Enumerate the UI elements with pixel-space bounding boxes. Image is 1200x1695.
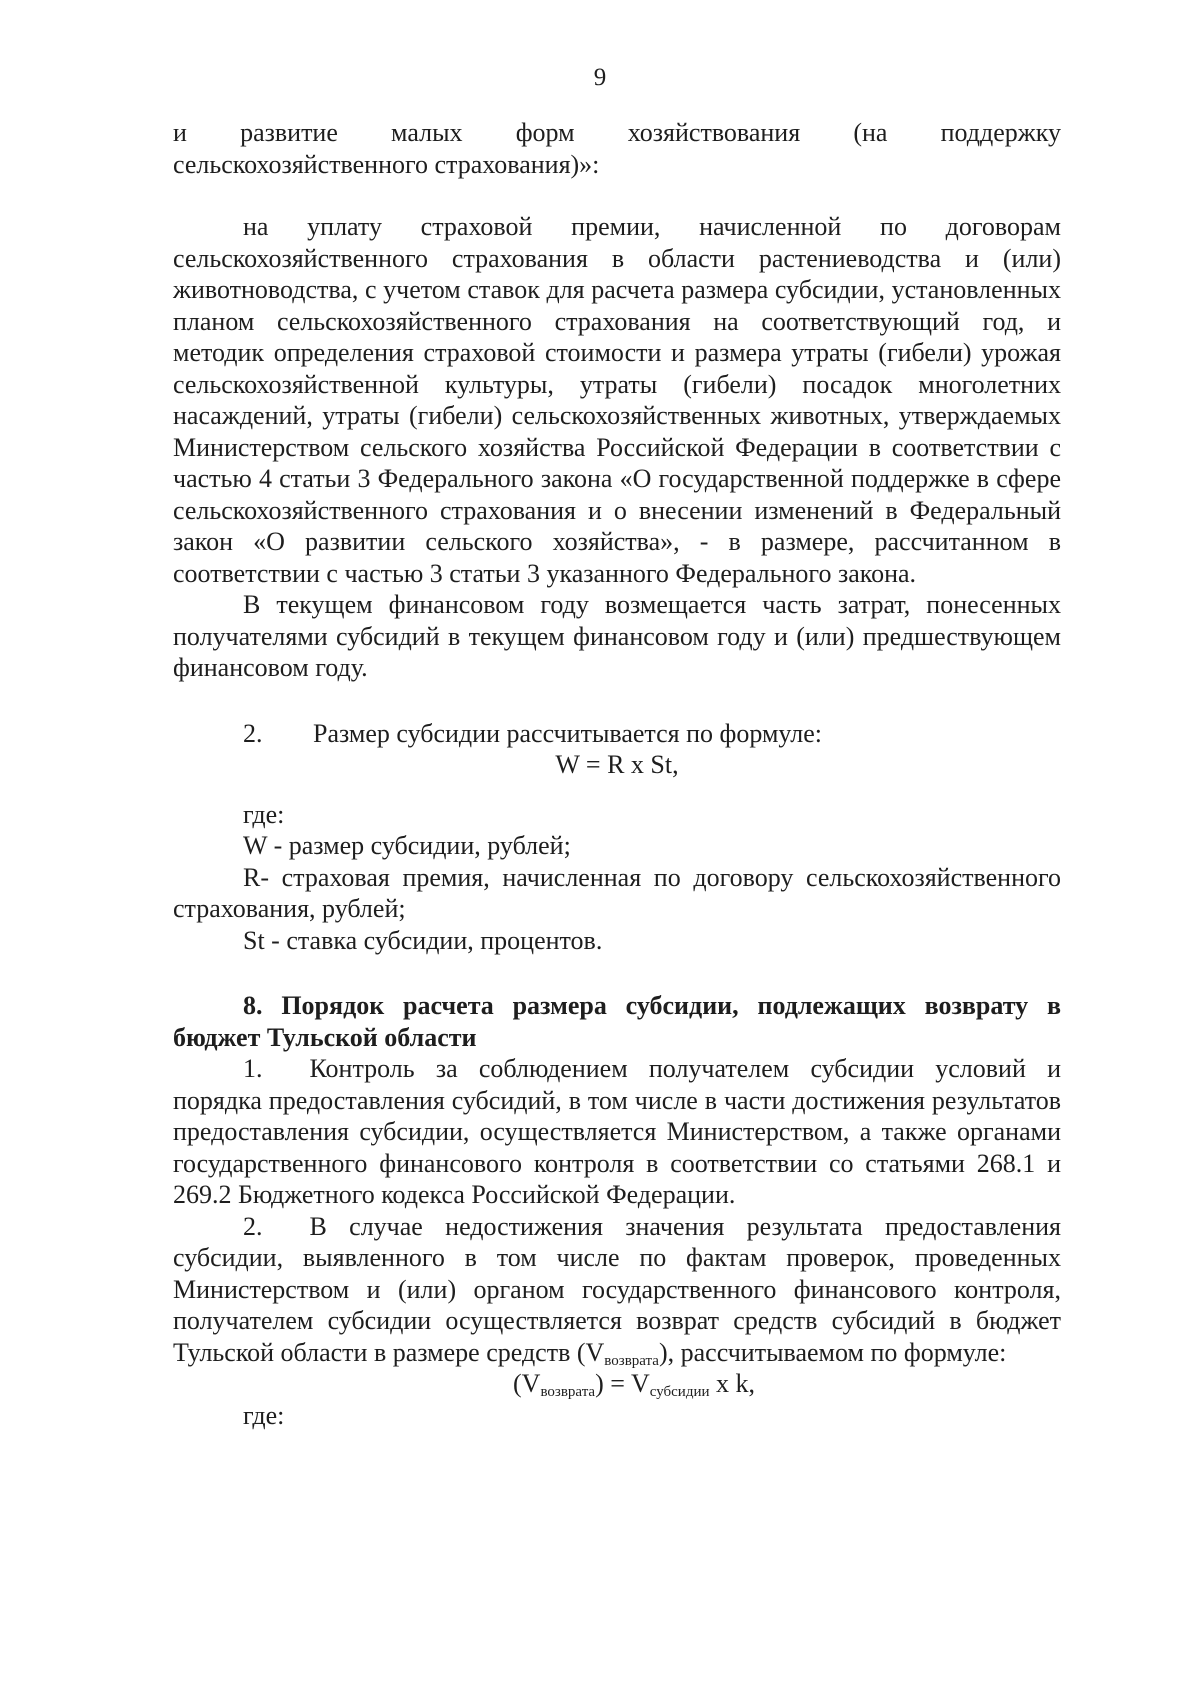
definition-w: W - размер субсидии, рублей;	[243, 831, 571, 860]
page-number: 9	[593, 64, 607, 91]
spacer	[173, 180, 1061, 211]
section-item-number: 2.	[243, 1211, 263, 1241]
formula-part: (V	[513, 1369, 541, 1398]
spacer	[173, 684, 1061, 718]
list-item-text: Размер субсидии рассчитывается по формуле:	[313, 718, 823, 748]
formula-return	[173, 1368, 1061, 1400]
subscript: возврата	[540, 1384, 596, 1400]
list-item-number: 2.	[243, 718, 263, 748]
subscript: субсидии	[649, 1384, 710, 1400]
formula-part: ) = V	[595, 1369, 650, 1398]
section-item-number: 1.	[243, 1054, 263, 1083]
formula-subsidy: W = R x St,	[555, 750, 679, 779]
section-item-1	[173, 1053, 1061, 1211]
list-item-2	[173, 718, 1061, 750]
paragraph-continuation-line: и развитие малых форм хозяйствования (на поддержку	[173, 118, 1061, 147]
paragraph-continuation-end: сельскохозяйственного страхования)»:	[173, 149, 600, 179]
paragraph-insurance-premium: на уплату страховой премии, начисленной по договорам сельскохозяйственного страхования в области растениеводства и (или) животноводства, с учетом ставок для расчета размера субсидии, установленных планом сельскохозяйственного страхования на соответствующий год, и методик определения страховой стоимости и размера утраты (гибели) урожая сельскохозяйственной культуры, утраты (гибели) посадок многолетних насаждений, утраты (гибели) сельскохозяйственных животных, утверждаемых Министерством сельского хозяйства Российской Федерации в соответствии с частью 4 статьи 3 Федерального закона «О государственной поддержке в сфере сельскохозяйственного страхования и о внесении изменений в Федеральный закон «О развитии сельского хозяйства», - в размере, рассчитанном в соответствии с частью 3 статьи 3 указанного Федерального закона.	[173, 212, 1061, 588]
section-heading: 8. Порядок расчета размера субсидии, подлежащих возврату в бюджет Тульской области	[173, 991, 1061, 1052]
section-item-2	[173, 1211, 1061, 1369]
paragraph-current-year: В текущем финансовом году возмещается часть затрат, понесенных получателями субсидий в текущем финансовом году и (или) предшествующем финансовом году.	[173, 590, 1061, 682]
spacer	[173, 956, 1061, 990]
formula-part: x k,	[709, 1369, 755, 1398]
subscript: возврата	[604, 1352, 659, 1369]
spacer	[173, 781, 1061, 799]
definition-r: R- страховая премия, начисленная по договору сельскохозяйственного страхования, рублей;	[173, 862, 1061, 923]
document-body	[173, 117, 1061, 1431]
section-item-text: В случае недостижения значения результата предоставления субсидии, выявленного в том числе по фактам проверок, проведенных Министерством и (или) органом государственного финансового контроля, получателем субсидии осуществляется возврат средств субсидий в бюджет Тульской области в размере средств (V	[173, 1211, 1061, 1367]
where-label: где:	[243, 799, 285, 829]
section-item-text-tail: ), рассчитываемом по формуле:	[658, 1337, 1007, 1367]
where-label: где:	[243, 1400, 285, 1430]
definition-st: St - ставка субсидии, процентов.	[243, 925, 603, 955]
section-item-text: Контроль за соблюдением получателем субсидии условий и порядка предоставления субсидий, в том числе в части достижения результатов предоставления субсидии, осуществляется Министерством, а также органами государственного финансового контроля в соответствии со статьями 268.1 и 269.2 Бюджетного кодекса Российской Федерации.	[173, 1054, 1061, 1209]
